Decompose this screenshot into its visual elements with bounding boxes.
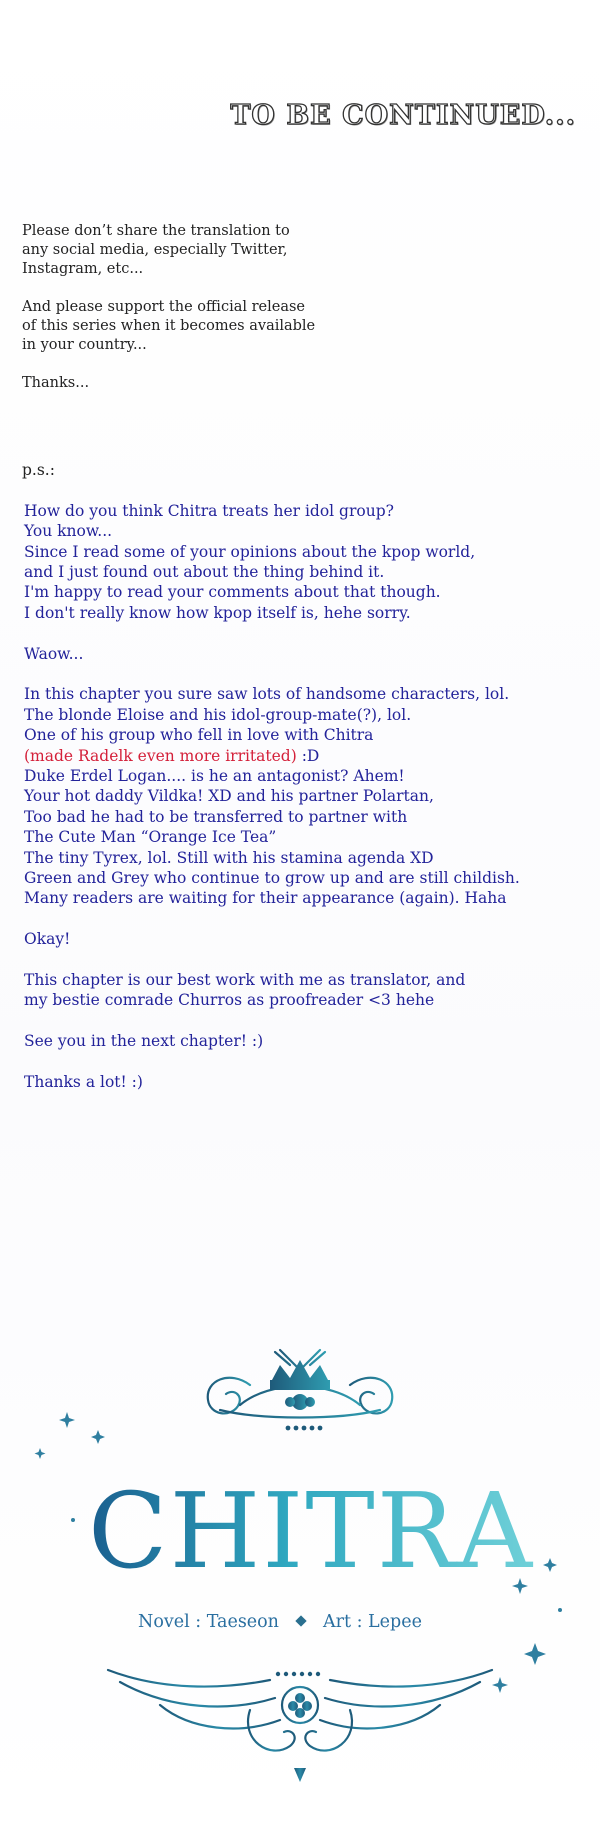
notice-line: in your country... [22,337,147,353]
logo-title: CHITRA [88,1470,535,1592]
diamond-separator-icon [295,1615,306,1626]
ps-line: The blonde Eloise and his idol-group-mate(?), lol. [24,705,412,724]
ps-line: and I just found out about the thing behind it. [24,563,385,582]
postscript [24,460,584,1092]
highlight-text: (made Radelk even more irritated) [24,746,297,765]
ps-line: Too bad he had to be transferred to partner with [24,807,408,826]
credits [138,1612,422,1632]
notice-line: Please don’t share the translation to [22,223,290,239]
ps-line: How do you think Chitra treats her idol group? [24,501,394,520]
ps-thanks: Thanks a lot! :) [24,1073,143,1092]
ps-line: Green and Grey who continue to grow up and are still childish. [24,869,520,888]
ps-line: Duke Erdel Logan.... is he an antagonist? Ahem! [24,767,405,786]
ps-line: I'm happy to read your comments about that though. [24,583,441,602]
ps-line: The tiny Tyrex, lol. Still with his stamina agenda XD [24,848,434,867]
ps-line: I don't really know how kpop itself is, hehe sorry. [24,603,411,622]
notice-paragraph-1 [22,222,352,279]
translation-notice [22,222,352,412]
ps-waow: Waow... [24,644,84,663]
ps-line-highlight [24,746,584,766]
ps-okay: Okay! [24,930,71,949]
notice-paragraph-2 [22,298,352,355]
ps-line: my bestie comrade Churros as proofreader <3 hehe [24,991,435,1010]
ps-line: The Cute Man “Orange Ice Tea” [24,828,277,847]
ps-line: Many readers are waiting for their appearance (again). Haha [24,889,507,908]
novel-credit: Novel : Taeseon [138,1612,279,1632]
highlight-suffix: :D [296,746,320,765]
ps-line: Since I read some of your opinions about the kpop world, [24,542,476,561]
ps-label: p.s.: [22,461,55,479]
art-credit: Art : Lepee [322,1612,422,1632]
ps-line: You know... [24,522,113,541]
chitra-logo [0,1310,600,1810]
notice-line: Instagram, etc... [22,261,144,277]
ps-line: One of his group who fell in love with Chitra [24,726,374,745]
ps-line: Your hot daddy Vildka! XD and his partner Polartan, [24,787,434,806]
ps-line: This chapter is our best work with me as translator, and [24,971,466,990]
notice-line: of this series when it becomes available [22,318,316,334]
ps-line: In this chapter you sure saw lots of handsome characters, lol. [24,685,510,704]
wing-ornament-icon [100,1650,500,1790]
to-be-continued-banner: TO BE CONTINUED... [230,100,576,131]
notice-line: And please support the official release [22,299,305,315]
notice-thanks: Thanks... [22,375,90,391]
notice-line: any social media, especially Twitter, [22,242,288,258]
ps-see-you: See you in the next chapter! :) [24,1032,264,1051]
